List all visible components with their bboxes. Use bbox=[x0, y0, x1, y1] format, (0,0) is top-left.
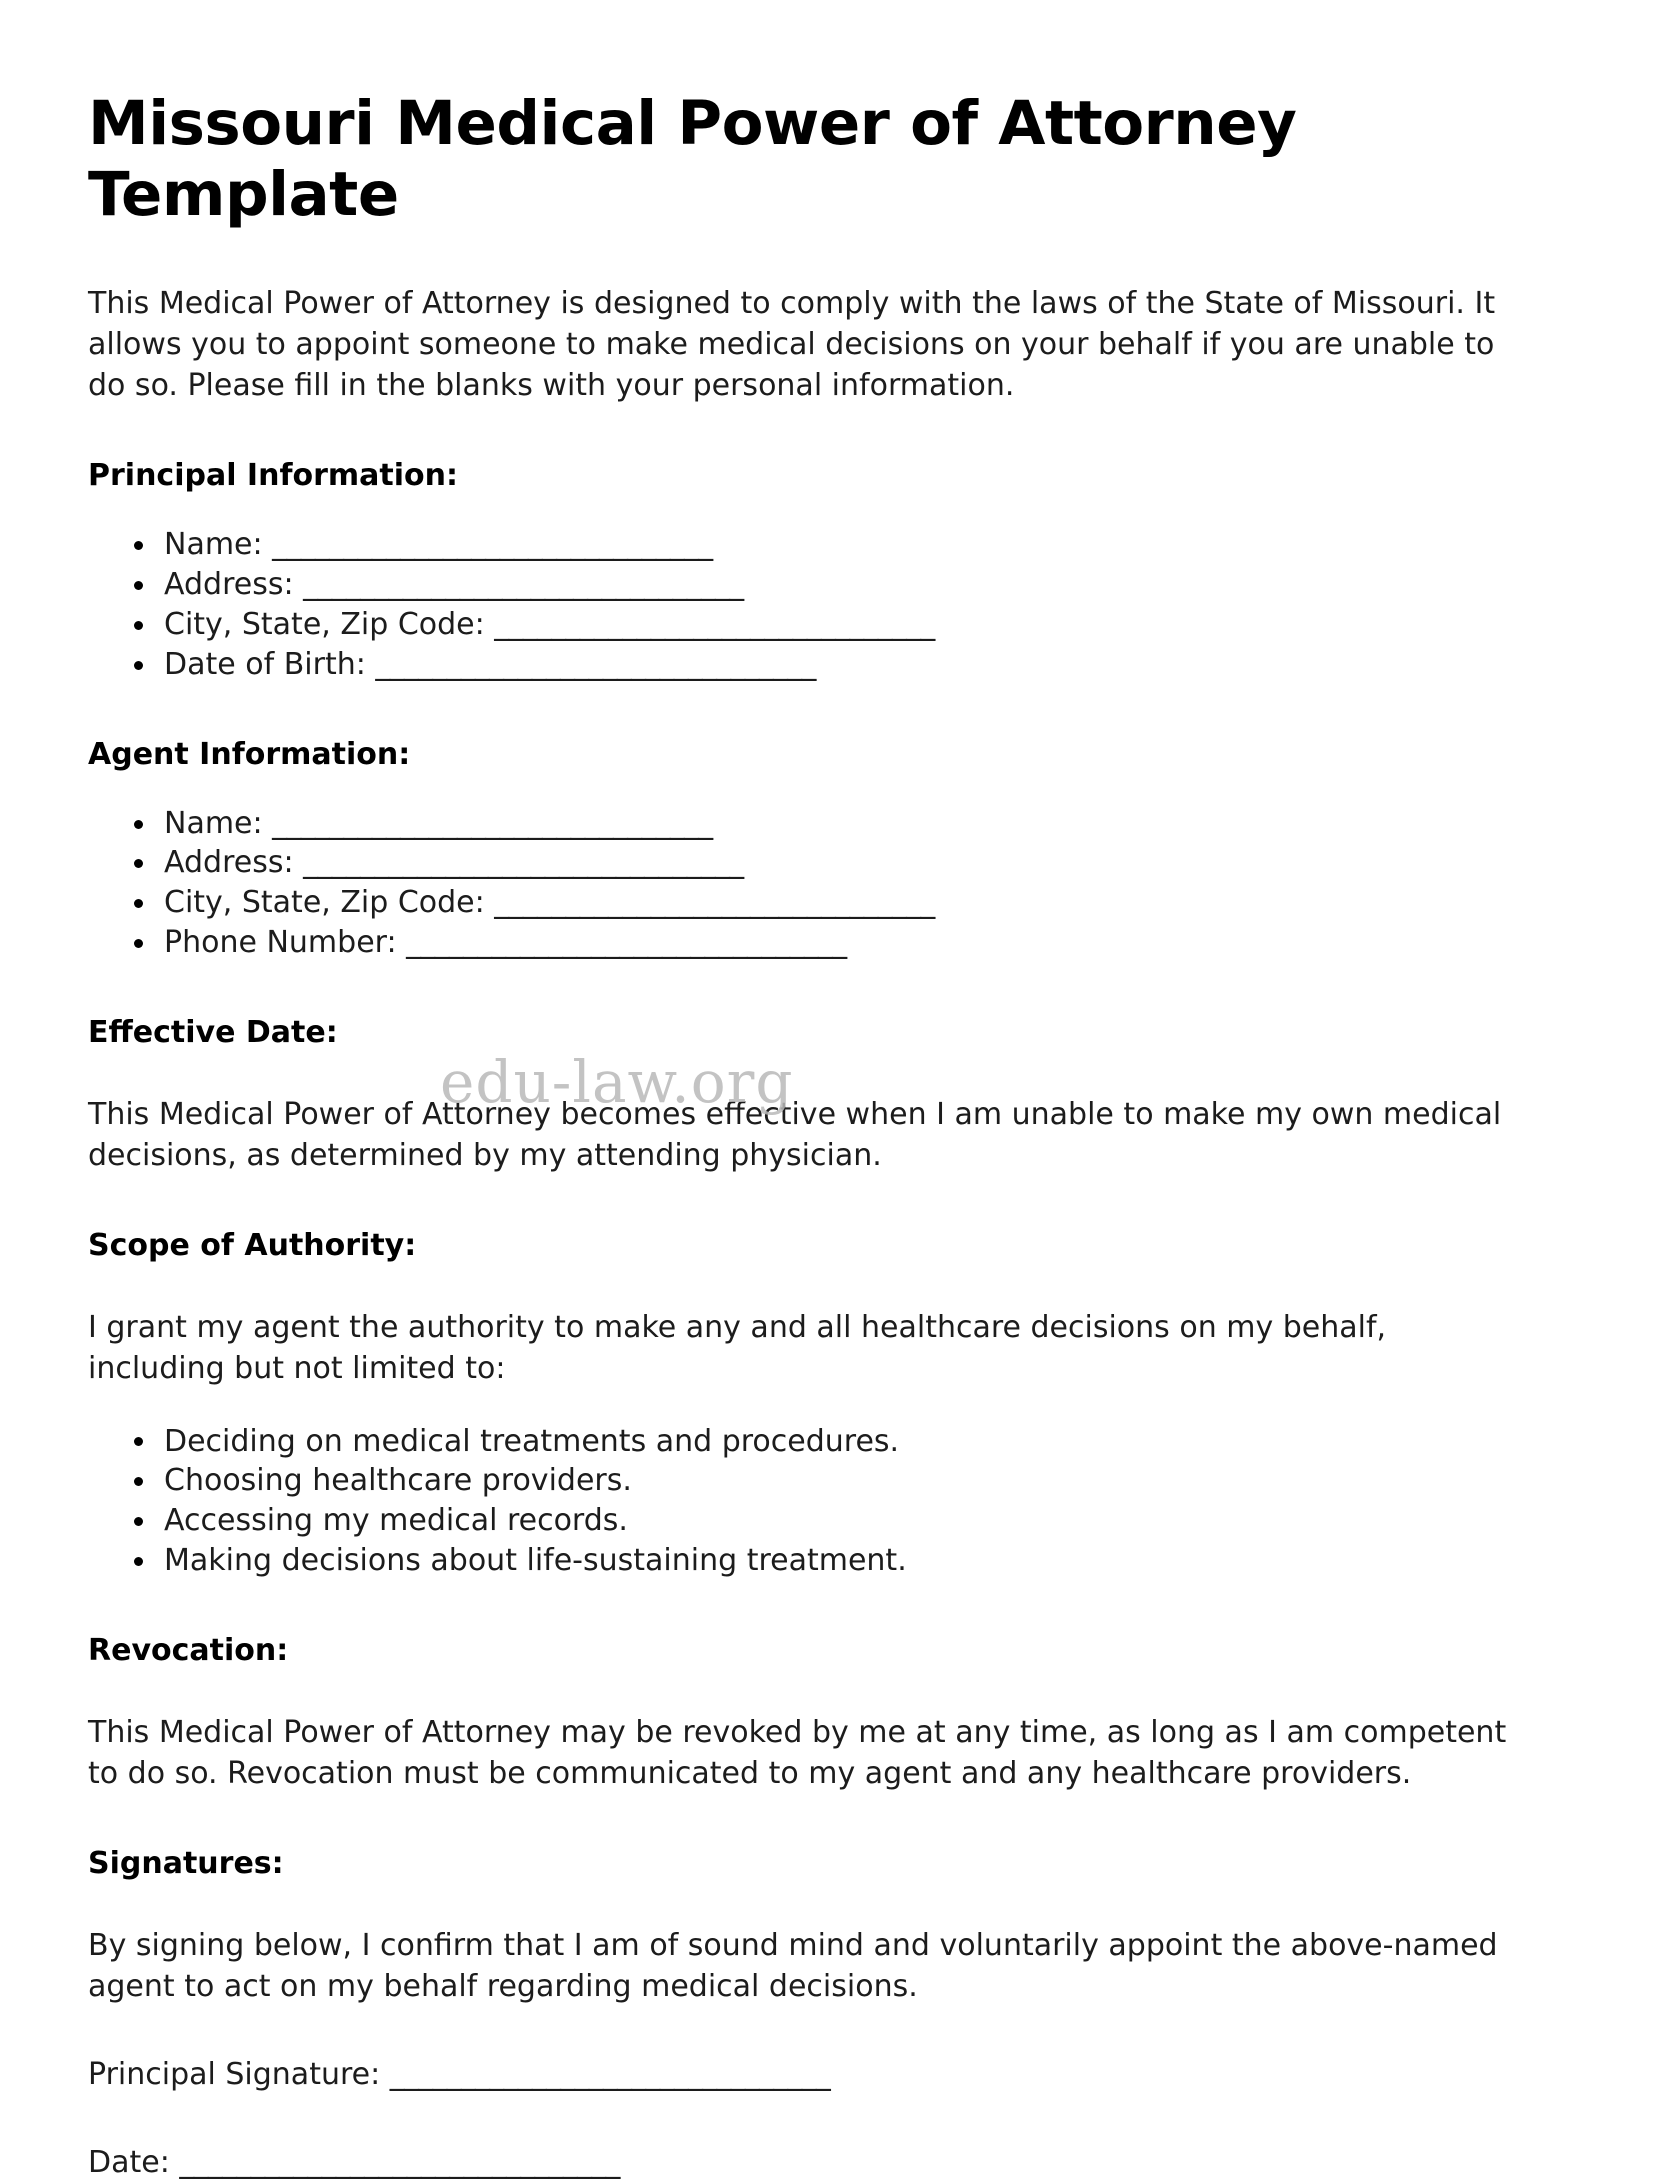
list-item bbox=[128, 804, 1544, 844]
agent-information-list bbox=[88, 804, 1544, 964]
list-item-label: Making decisions about life-sustaining treatment. bbox=[164, 1543, 907, 1579]
effective-date-heading: Effective Date: bbox=[88, 1015, 338, 1051]
bullet-icon bbox=[134, 1437, 143, 1446]
list-item bbox=[128, 1461, 1544, 1501]
date-label: Date: bbox=[88, 2145, 170, 2181]
scope-of-authority-paragraph: I grant my agent the authority to make any and all healthcare decisions on my behalf, including but not limited to: bbox=[88, 1310, 1387, 1387]
list-item-label: Accessing my medical records. bbox=[164, 1503, 628, 1539]
field-label: Date of Birth: bbox=[164, 646, 366, 682]
list-item bbox=[128, 565, 1544, 605]
bullet-icon bbox=[134, 541, 143, 550]
field-blank[interactable]: _______________________________ bbox=[303, 845, 744, 881]
signatures-paragraph: By signing below, I confirm that I am of sound mind and voluntarily appoint the above-named agent to act on my behalf regarding medical decisions. bbox=[88, 1928, 1498, 2005]
page-title: Missouri Medical Power of Attorney Template bbox=[88, 88, 1297, 231]
list-item bbox=[128, 923, 1544, 963]
revocation-paragraph: This Medical Power of Attorney may be revoked by me at any time, as long as I am competent to do so. Revocation must be communicated to my agent and any healthcare providers. bbox=[88, 1715, 1507, 1792]
field-blank[interactable]: _______________________________ bbox=[406, 925, 847, 961]
principal-signature-line bbox=[88, 2055, 1544, 2095]
bullet-icon bbox=[134, 859, 143, 868]
field-blank[interactable]: _______________________________ bbox=[494, 885, 935, 921]
field-blank[interactable]: _______________________________ bbox=[375, 646, 816, 682]
list-item bbox=[128, 605, 1544, 645]
signatures-heading: Signatures: bbox=[88, 1846, 284, 1882]
date-line bbox=[88, 2143, 1544, 2183]
list-item-label: Choosing healthcare providers. bbox=[164, 1463, 632, 1499]
watermark: edu-law.org bbox=[440, 1048, 794, 1116]
effective-date-paragraph: This Medical Power of Attorney becomes effective when I am unable to make my own medical decisions, as determined by my attending physician. bbox=[88, 1097, 1502, 1174]
revocation-heading: Revocation: bbox=[88, 1633, 289, 1669]
scope-of-authority-list bbox=[88, 1422, 1544, 1582]
field-label: Address: bbox=[164, 845, 294, 881]
field-label: Name: bbox=[164, 527, 263, 562]
list-item bbox=[128, 645, 1544, 685]
list-item bbox=[128, 843, 1544, 883]
principal-information-heading: Principal Information: bbox=[88, 458, 459, 493]
bullet-icon bbox=[134, 939, 143, 948]
principal-information-list bbox=[88, 525, 1544, 685]
field-blank[interactable]: _______________________________ bbox=[272, 527, 713, 562]
bullet-icon bbox=[134, 820, 143, 829]
list-item bbox=[128, 525, 1544, 565]
bullet-icon bbox=[134, 661, 143, 670]
field-blank[interactable]: _______________________________ bbox=[272, 805, 713, 841]
bullet-icon bbox=[134, 1477, 143, 1486]
field-blank[interactable]: _______________________________ bbox=[303, 566, 744, 602]
agent-information-heading: Agent Information: bbox=[88, 736, 411, 772]
field-label: City, State, Zip Code: bbox=[164, 606, 485, 642]
bullet-icon bbox=[134, 1557, 143, 1566]
principal-signature-blank[interactable]: _______________________________ bbox=[389, 2057, 830, 2093]
intro-paragraph: This Medical Power of Attorney is designed to comply with the laws of the State of Missouri. It allows you to appoint someone to make medical decisions on your behalf if you are unable to do so. Please fill in the blanks with your personal information. bbox=[88, 285, 1496, 403]
bullet-icon bbox=[134, 581, 143, 590]
bullet-icon bbox=[134, 1517, 143, 1526]
scope-of-authority-heading: Scope of Authority: bbox=[88, 1228, 417, 1264]
field-blank[interactable]: _______________________________ bbox=[494, 606, 935, 642]
list-item bbox=[128, 883, 1544, 923]
field-label: Phone Number: bbox=[164, 925, 397, 961]
principal-signature-label: Principal Signature: bbox=[88, 2057, 381, 2093]
date-blank[interactable]: _______________________________ bbox=[179, 2145, 620, 2181]
field-label: City, State, Zip Code: bbox=[164, 885, 485, 921]
bullet-icon bbox=[134, 621, 143, 630]
list-item-label: Deciding on medical treatments and procedures. bbox=[164, 1423, 900, 1459]
list-item bbox=[128, 1422, 1544, 1462]
list-item bbox=[128, 1501, 1544, 1541]
field-label: Address: bbox=[164, 566, 294, 602]
bullet-icon bbox=[134, 899, 143, 908]
list-item bbox=[128, 1541, 1544, 1581]
field-label: Name: bbox=[164, 805, 263, 841]
